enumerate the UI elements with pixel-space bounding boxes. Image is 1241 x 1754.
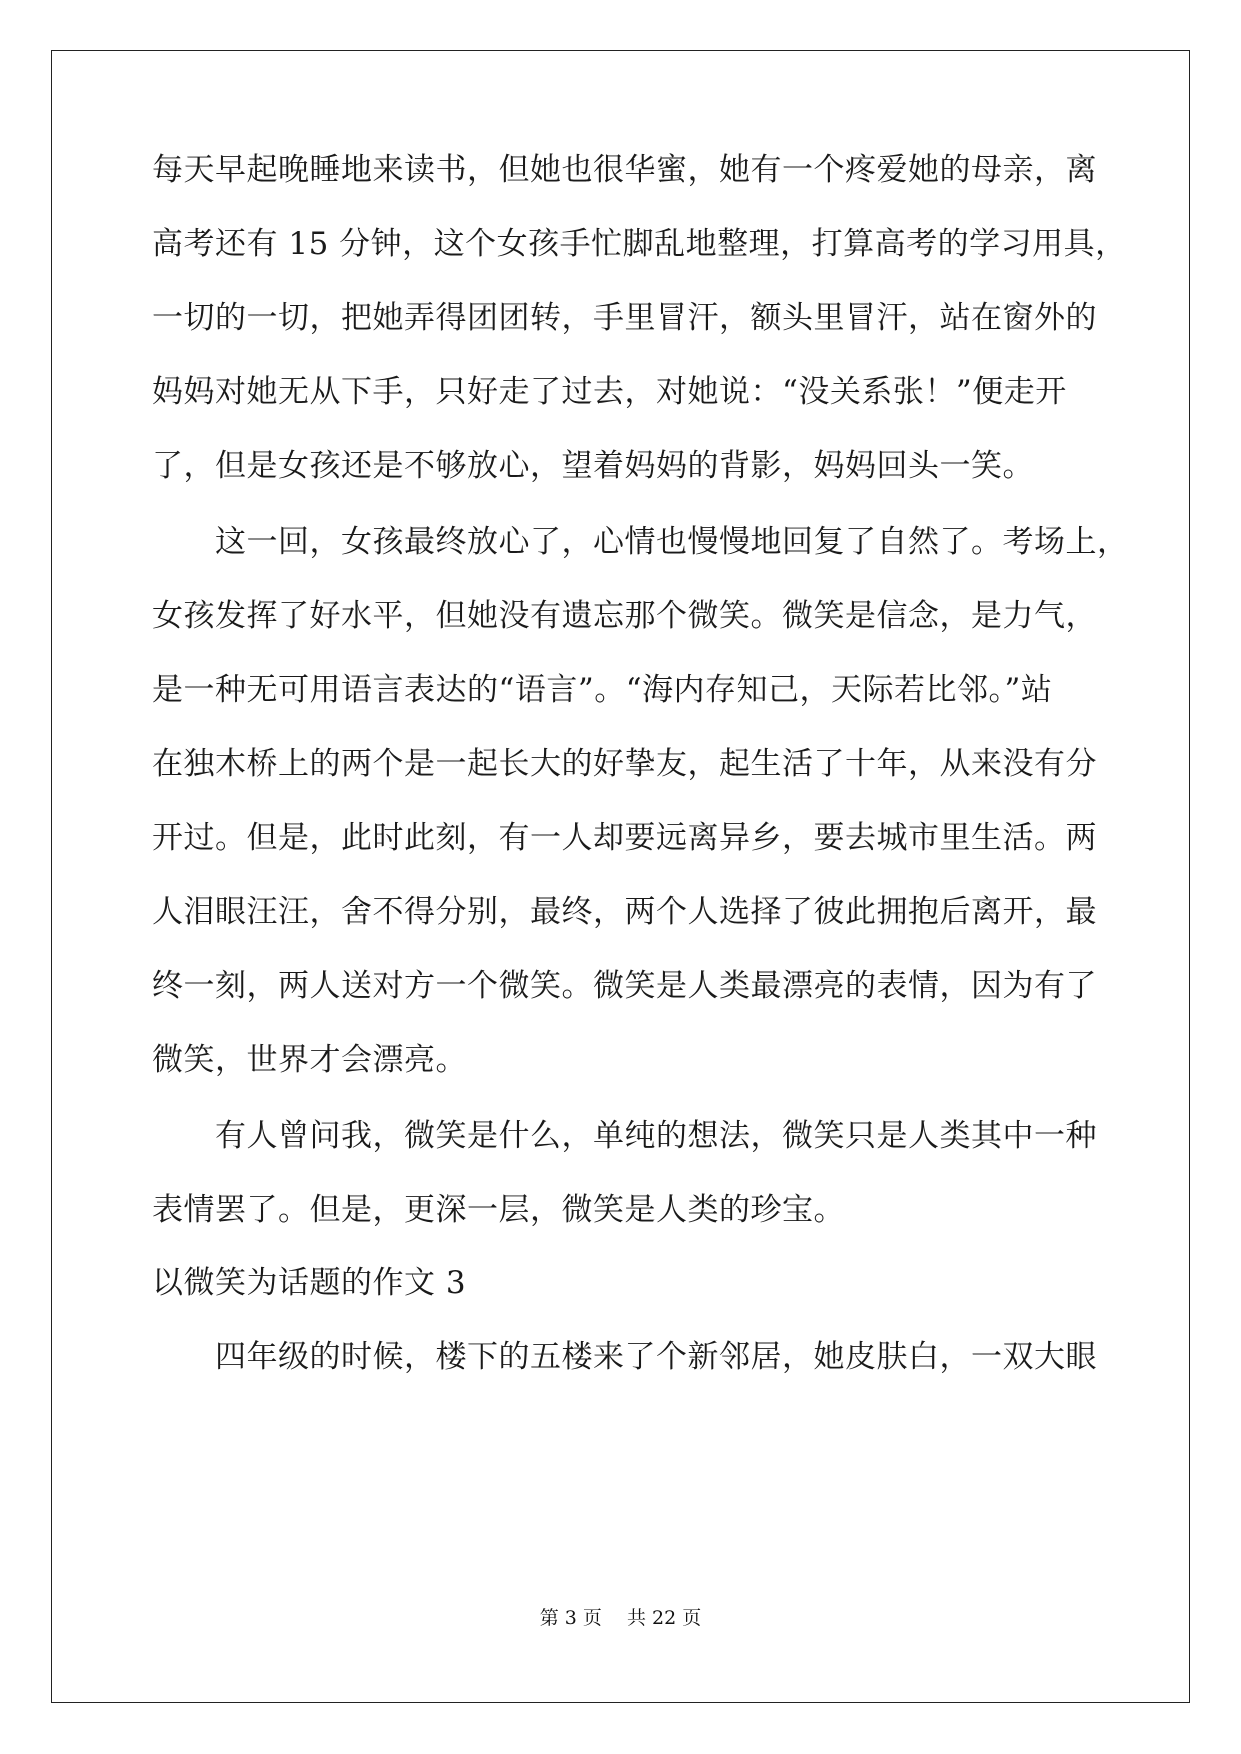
paragraph-first-line: 四年级的时候，楼下的五楼来了个新邻居，她皮肤白，一双大眼 <box>215 1339 1097 1375</box>
page-number-footer: 第 3 页 共 22 页 <box>539 1607 702 1629</box>
paragraph-first-line: 有人曾问我，微笑是什么，单纯的想法，微笑只是人类其中一种 <box>215 1118 1097 1154</box>
body-line: 女孩发挥了好水平，但她没有遗忘那个微笑。微笑是信念，是力气， <box>152 598 1097 634</box>
body-line: 了，但是女孩还是不够放心，望着妈妈的背影，妈妈回头一笑。 <box>152 448 1034 484</box>
paragraph-first-line: 这一回，女孩最终放心了，心情也慢慢地回复了自然了。考场上， <box>215 524 1129 560</box>
body-line: 终一刻，两人送对方一个微笑。微笑是人类最漂亮的表情，因为有了 <box>152 968 1097 1004</box>
body-line: 一切的一切，把她弄得团团转，手里冒汗，额头里冒汗，站在窗外的 <box>152 300 1097 336</box>
body-line: 高考还有 15 分钟，这个女孩手忙脚乱地整理，打算高考的学习用具， <box>152 226 1127 262</box>
body-line: 在独木桥上的两个是一起长大的好挚友，起生活了十年，从来没有分 <box>152 746 1097 782</box>
body-line: 妈妈对她无从下手，只好走了过去，对她说：“没关系张！”便走开 <box>152 374 1067 410</box>
body-line: 开过。但是，此时此刻，有一人却要远离异乡，要去城市里生活。两 <box>152 820 1097 856</box>
body-line: 每天早起晚睡地来读书，但她也很华蜜，她有一个疼爱她的母亲，离 <box>152 152 1097 188</box>
body-line: 表情罢了。但是，更深一层，微笑是人类的珍宝。 <box>152 1192 845 1228</box>
body-line: 人泪眼汪汪，舍不得分别，最终，两个人选择了彼此拥抱后离开，最 <box>152 894 1097 930</box>
body-line: 微笑，世界才会漂亮。 <box>152 1042 467 1078</box>
body-line: 是一种无可用语言表达的“语言”。“海内存知己，天际若比邻。”站 <box>152 672 1053 708</box>
section-heading: 以微笑为话题的作文 3 <box>152 1265 467 1301</box>
